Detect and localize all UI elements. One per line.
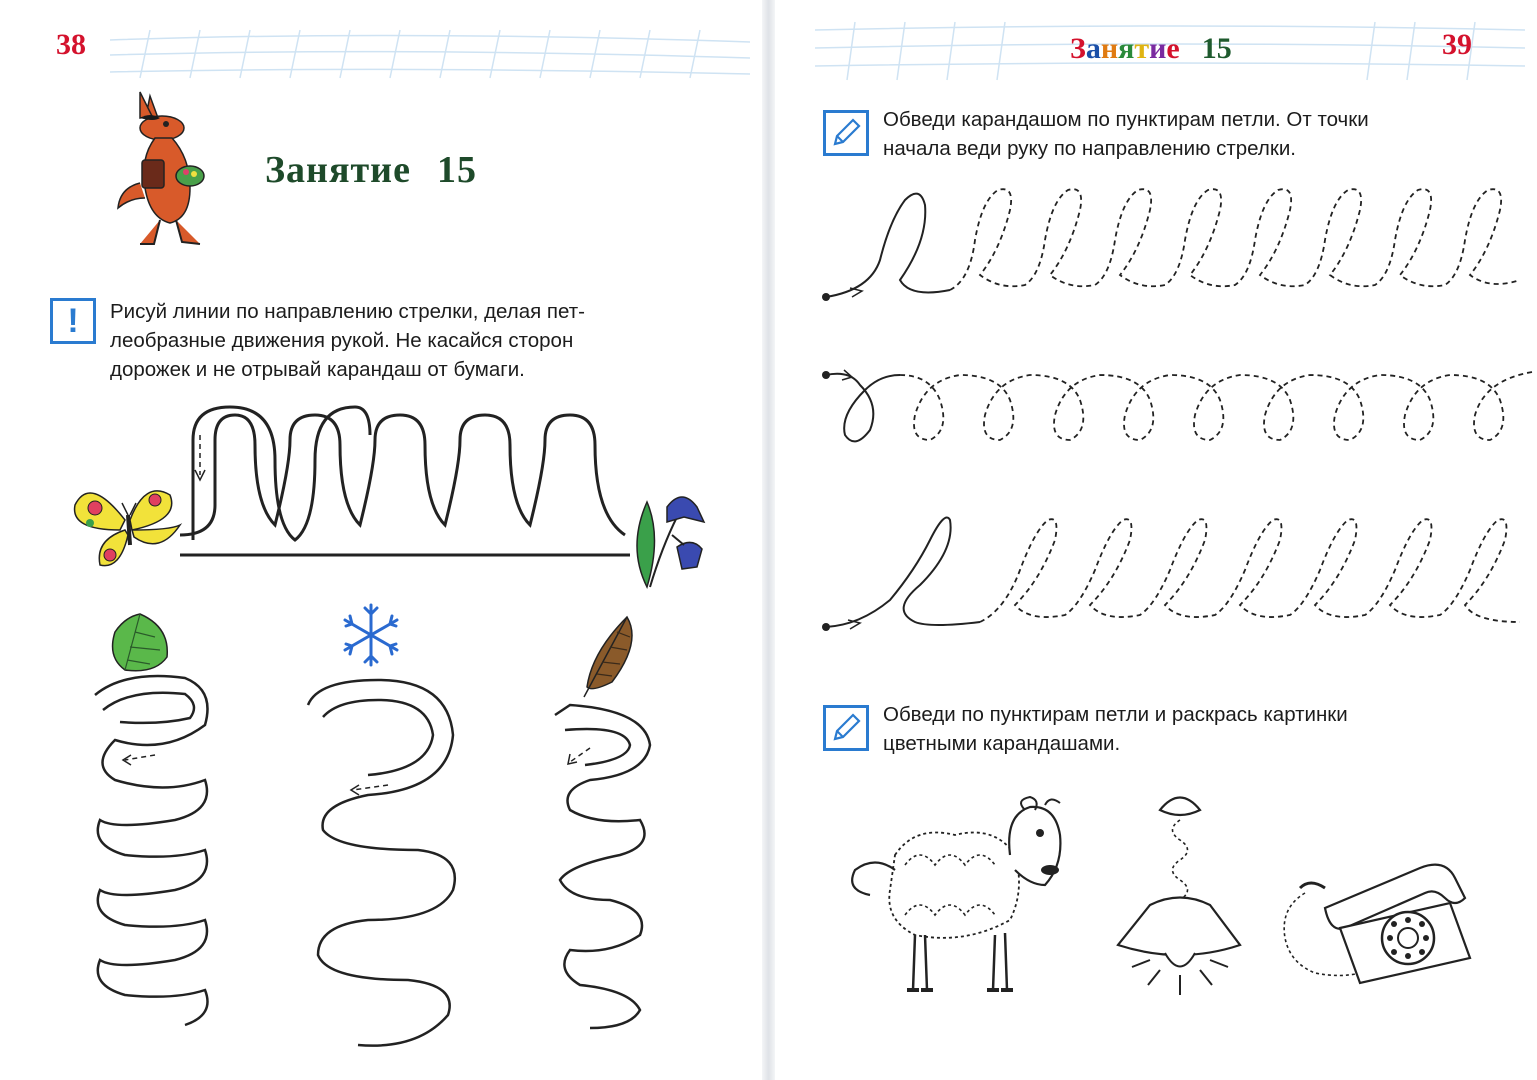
instruction-text [110, 297, 716, 384]
header-title-letter: е [1166, 32, 1180, 65]
birch-leaf-illustration [105, 612, 175, 677]
header-title-letter: т [1134, 32, 1150, 65]
page-gutter [762, 0, 775, 1080]
tracing-row-1 [820, 180, 1535, 305]
pencil-icon [823, 705, 869, 751]
loop-track-vertical-right [550, 700, 660, 1030]
header-number: 15 [1201, 32, 1232, 65]
telephone-illustration [1270, 848, 1490, 993]
task1-line: Обведи карандашом по пунктирам петли. От точки [883, 108, 1369, 131]
feather-illustration [572, 612, 642, 702]
page-number: 38 [56, 28, 86, 61]
loop-track-vertical-middle [298, 675, 468, 1055]
bellflower-illustration [622, 487, 712, 592]
page-number: 39 [1442, 28, 1472, 61]
task2-line: цветными карандашами. [883, 732, 1121, 755]
header-title-letter: З [1070, 32, 1086, 65]
tracing-row-3 [820, 510, 1535, 635]
task2-line: Обведи по пунктирам петли и раскрась картинки [883, 703, 1348, 726]
header-title-letter: н [1100, 32, 1119, 65]
lesson-title-word: Занятие [265, 149, 411, 191]
loop-track-vertical-left [85, 670, 230, 1030]
lamp-illustration [1110, 785, 1250, 1000]
snowflake-illustration [338, 602, 404, 668]
lesson-number: 15 [436, 149, 477, 191]
butterfly-illustration [70, 475, 185, 575]
loop-track-horizontal [175, 405, 635, 580]
header-title-letter: я [1118, 32, 1135, 65]
tracing-row-2 [820, 360, 1535, 455]
task2-instruction [883, 700, 1519, 758]
left-page [0, 0, 762, 1080]
instruction-line: дорожек и не отрывай карандаш от бумаги. [110, 358, 525, 381]
header-title [1070, 32, 1232, 66]
header-title-word [1070, 32, 1180, 65]
sheep-illustration [845, 795, 1075, 995]
pencil-icon [823, 110, 869, 156]
header-title-letter: а [1085, 32, 1101, 65]
task1-instruction [883, 105, 1519, 163]
task1-line: начала веди руку по направлению стрелки. [883, 137, 1296, 160]
instruction-line: Рисуй линии по направлению стрелки, делая пет- [110, 300, 585, 323]
lesson-title [265, 148, 477, 192]
header-title-letter: и [1149, 32, 1167, 65]
kangaroo-illustration [110, 88, 220, 248]
attention-icon: ! [50, 298, 96, 344]
right-page [775, 0, 1537, 1080]
instruction-line: леобразные движения рукой. Не касайся сторон [110, 329, 574, 352]
